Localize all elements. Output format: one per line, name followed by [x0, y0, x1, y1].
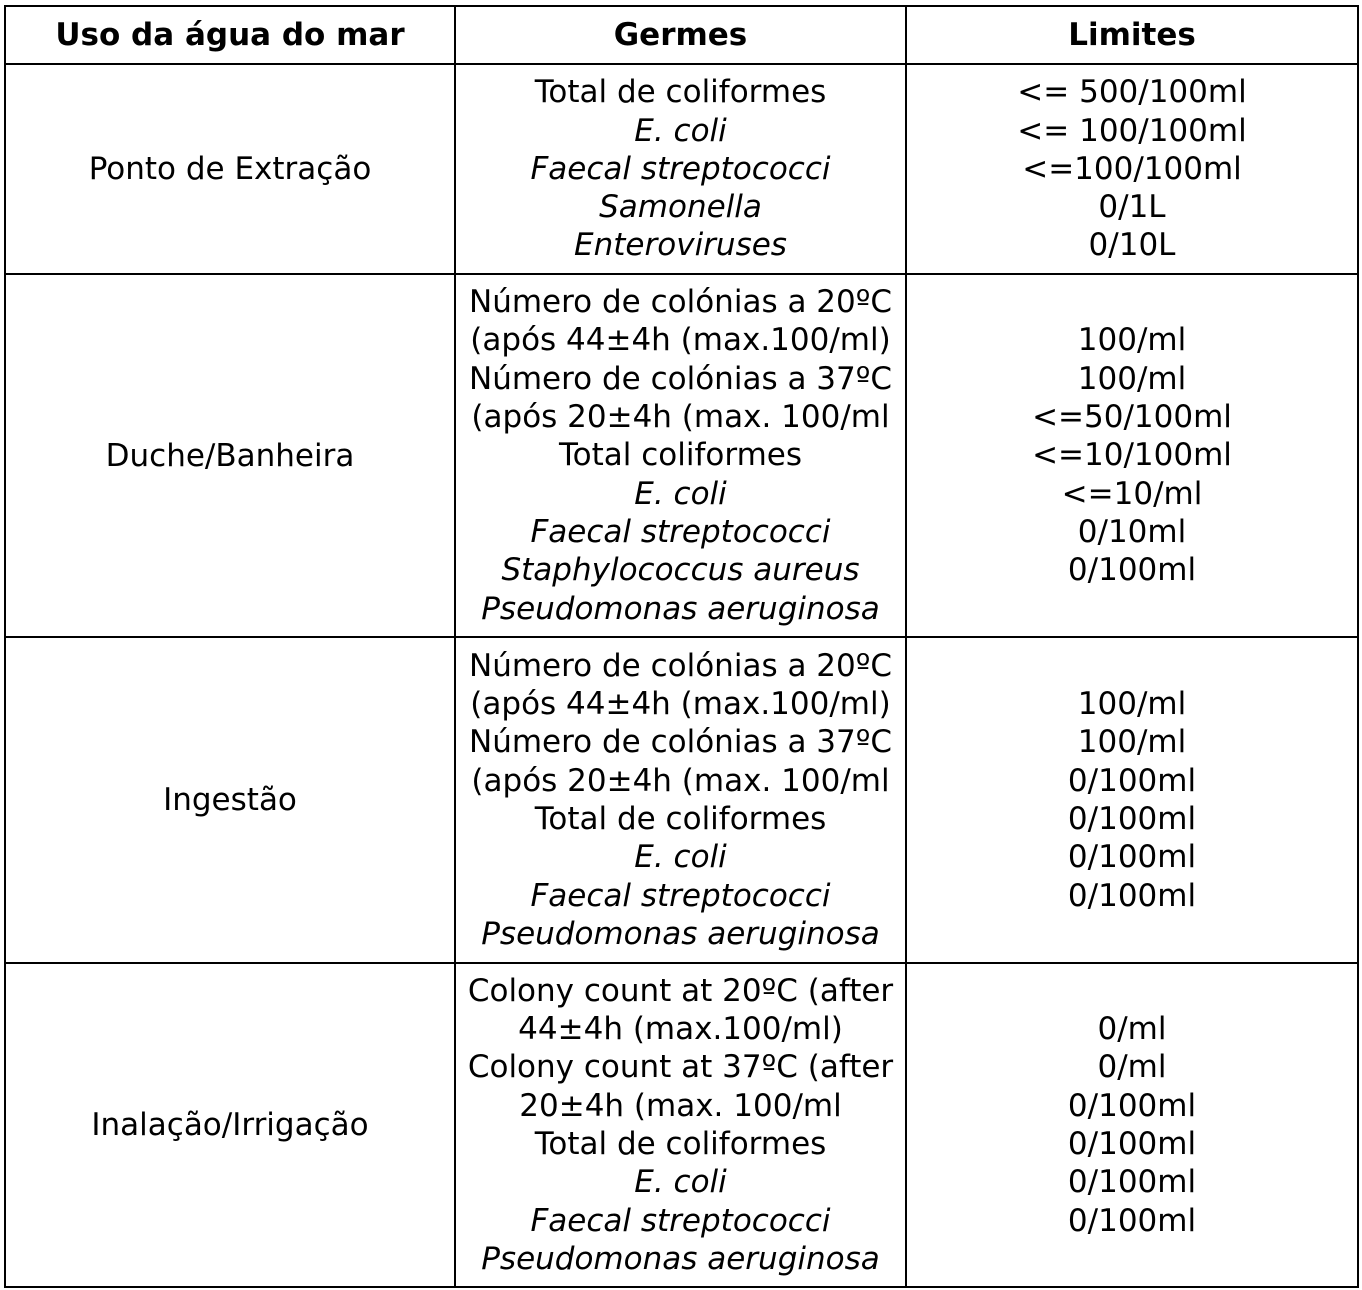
limite-line: 0/10L — [1088, 227, 1176, 264]
limite-line: 0/1L — [1098, 189, 1166, 226]
germe-line: Número de colónias a 37ºC — [469, 724, 892, 761]
germe-line: Pseudomonas aeruginosa — [481, 1240, 880, 1277]
limites-cell — [906, 274, 1358, 637]
table-row — [5, 637, 1358, 963]
table-row — [5, 963, 1358, 1287]
germe-line: Samonella — [599, 189, 762, 226]
germe-line: Total de coliformes — [534, 801, 827, 837]
germe-line: Número de colónias a 37ºC — [469, 360, 892, 397]
germe-line: 20±4h (max. 100/ml — [519, 1087, 842, 1124]
header-uso: Uso da água do mar — [5, 6, 455, 64]
limite-line: 0/ml — [1097, 1011, 1167, 1048]
germe-line: (após 20±4h (max. 100/ml — [471, 762, 890, 799]
limite-line: 0/10ml — [1077, 513, 1187, 550]
limite-line: <= 100/100ml — [1017, 112, 1247, 149]
table-row — [5, 274, 1358, 637]
germe-line: Total coliformes — [559, 437, 802, 474]
germe-line: (após 20±4h (max. 100/ml — [471, 399, 890, 436]
germe-line: E. coli — [634, 839, 727, 876]
germe-line: 44±4h (max.100/ml) — [518, 1011, 843, 1048]
seawater-limits-table — [4, 5, 1359, 1288]
germe-line: (após 44±4h (max.100/ml) — [470, 686, 891, 723]
germe-line: E. coli — [634, 1164, 727, 1201]
germes-cell — [455, 637, 906, 963]
germe-line: Pseudomonas aeruginosa — [481, 590, 880, 627]
limite-line: <=100/100ml — [1022, 150, 1242, 187]
germe-line: E. coli — [634, 475, 727, 512]
uso-cell: Ponto de Extração — [5, 64, 455, 274]
germe-line: Colony count at 20ºC (after — [467, 972, 894, 1009]
limite-line: 100/ml — [1077, 686, 1187, 723]
limites-cell — [906, 64, 1358, 274]
limite-line: <= 500/100ml — [1017, 74, 1247, 111]
limite-line: 0/100ml — [1067, 552, 1197, 589]
germe-line: Enteroviruses — [574, 227, 787, 264]
germe-line: (após 44±4h (max.100/ml) — [470, 322, 891, 359]
limite-line: 100/ml — [1077, 724, 1187, 761]
limite-line: 0/100ml — [1067, 1164, 1197, 1201]
header-row — [5, 6, 1358, 64]
germe-line: E. coli — [634, 112, 727, 149]
uso-cell: Duche/Banheira — [5, 274, 455, 637]
germe-line: Faecal streptococci — [530, 513, 831, 550]
germe-line: Total de coliformes — [534, 74, 827, 111]
header-limites: Limites — [906, 6, 1358, 64]
limites-cell — [906, 963, 1358, 1287]
germe-line: Faecal streptococci — [530, 150, 831, 187]
limite-line: 0/100ml — [1067, 762, 1197, 799]
germe-line: Faecal streptococci — [530, 877, 831, 914]
limite-line: 0/100ml — [1067, 801, 1197, 837]
uso-cell: Inalação/Irrigação — [5, 963, 455, 1287]
limite-line: 0/100ml — [1067, 877, 1197, 914]
limite-line: 0/100ml — [1067, 1087, 1197, 1124]
germes-cell — [455, 274, 906, 637]
germes-cell — [455, 963, 906, 1287]
limite-line: 0/100ml — [1067, 1202, 1197, 1239]
limite-line: <=10/ml — [1061, 475, 1203, 512]
germe-line: Staphylococcus aureus — [501, 552, 860, 589]
table-row — [5, 64, 1358, 274]
germe-line: Número de colónias a 20ºC — [469, 284, 892, 321]
germe-line: Faecal streptococci — [530, 1202, 831, 1239]
header-germes: Germes — [455, 6, 906, 64]
limite-line: <=10/100ml — [1032, 437, 1232, 474]
limite-line: 0/100ml — [1067, 839, 1197, 876]
limites-cell — [906, 637, 1358, 963]
limite-line: 0/100ml — [1067, 1126, 1197, 1162]
germes-cell — [455, 64, 906, 274]
uso-cell: Ingestão — [5, 637, 455, 963]
germe-line: Total de coliformes — [534, 1126, 827, 1162]
germe-line: Pseudomonas aeruginosa — [481, 915, 880, 952]
limite-line: 100/ml — [1077, 360, 1187, 397]
limite-line: <=50/100ml — [1032, 399, 1232, 436]
germe-line: Número de colónias a 20ºC — [469, 647, 892, 684]
limite-line: 0/ml — [1097, 1049, 1167, 1086]
germe-line: Colony count at 37ºC (after — [467, 1049, 894, 1086]
limite-line: 100/ml — [1077, 322, 1187, 359]
